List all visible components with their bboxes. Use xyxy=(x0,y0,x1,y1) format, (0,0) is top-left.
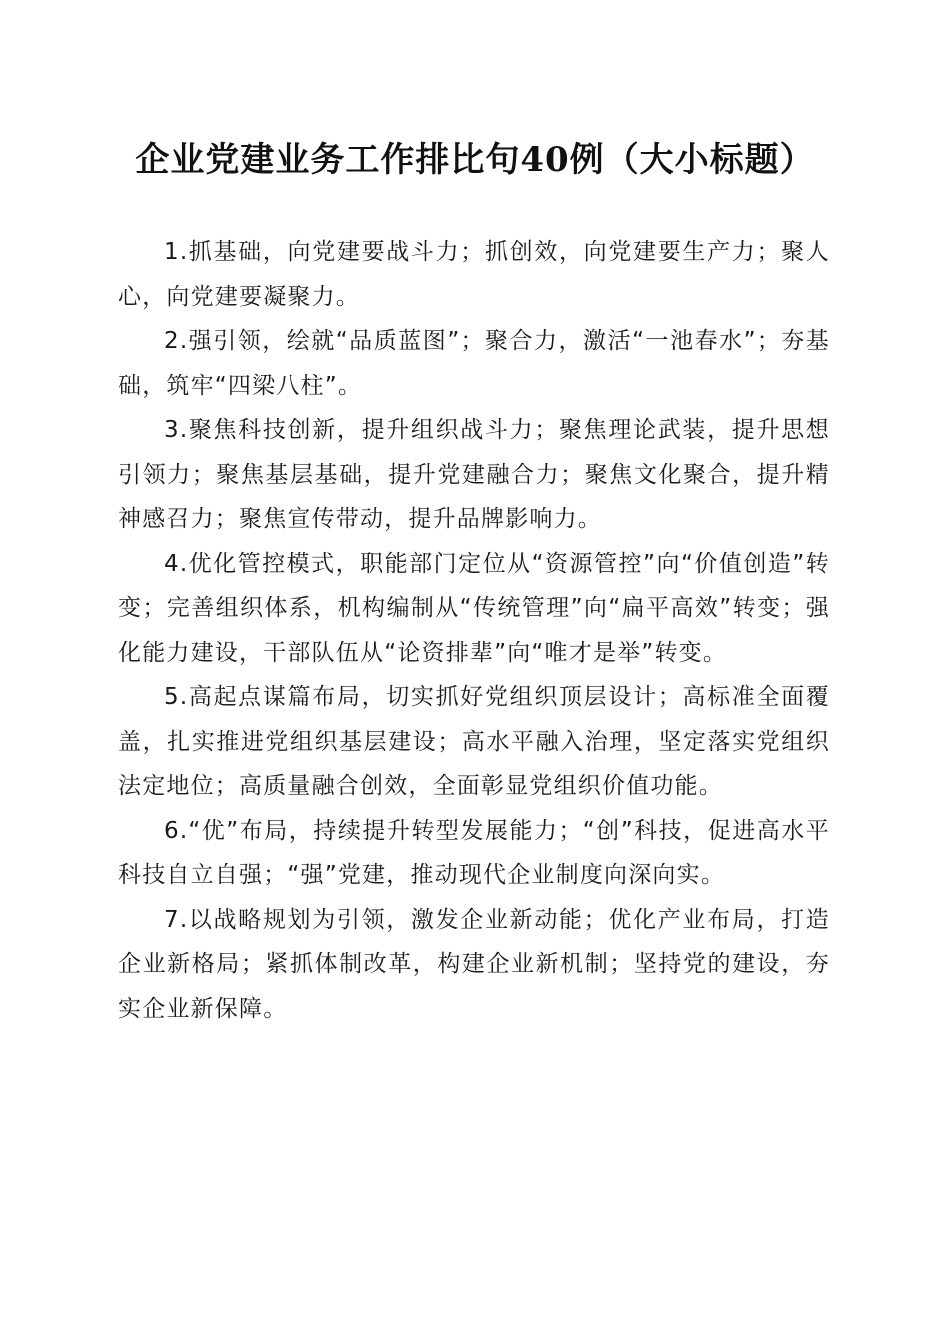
paragraph: 1.抓基础，向党建要战斗力；抓创效，向党建要生产力；聚人心，向党建要凝聚力。 xyxy=(118,239,830,310)
document-body xyxy=(118,230,830,1031)
paragraph: 2.强引领，绘就“品质蓝图”；聚合力，激活“一池春水”；夯基础，筑牢“四梁八柱”。 xyxy=(118,328,830,399)
document-title: 企业党建业务工作排比句40例（大小标题） xyxy=(135,140,815,180)
paragraph: 5.高起点谋篇布局，切实抓好党组织顶层设计；高标准全面覆盖，扎实推进党组织基层建设；高水平融入治理，坚定落实党组织法定地位；高质量融合创效，全面彰显党组织价值功能。 xyxy=(118,684,830,799)
paragraph: 6.“优”布局，持续提升转型发展能力；“创”科技，促进高水平科技自立自强；“强”党建，推动现代企业制度向深向实。 xyxy=(118,817,830,888)
paragraph: 7.以战略规划为引领，激发企业新动能；优化产业布局，打造企业新格局；紧抓体制改革，构建企业新机制；坚持党的建设，夯实企业新保障。 xyxy=(118,906,830,1022)
paragraph: 4.优化管控模式，职能部门定位从“资源管控”向“价值创造”转变；完善组织体系，机构编制从“传统管理”向“扁平高效”转变；强化能力建设，干部队伍从“论资排辈”向“唯才是举”转变。 xyxy=(118,550,830,666)
paragraph: 3.聚焦科技创新，提升组织战斗力；聚焦理论武装，提升思想引领力；聚焦基层基础，提升党建融合力；聚焦文化聚合，提升精神感召力；聚焦宣传带动，提升品牌影响力。 xyxy=(118,417,830,532)
